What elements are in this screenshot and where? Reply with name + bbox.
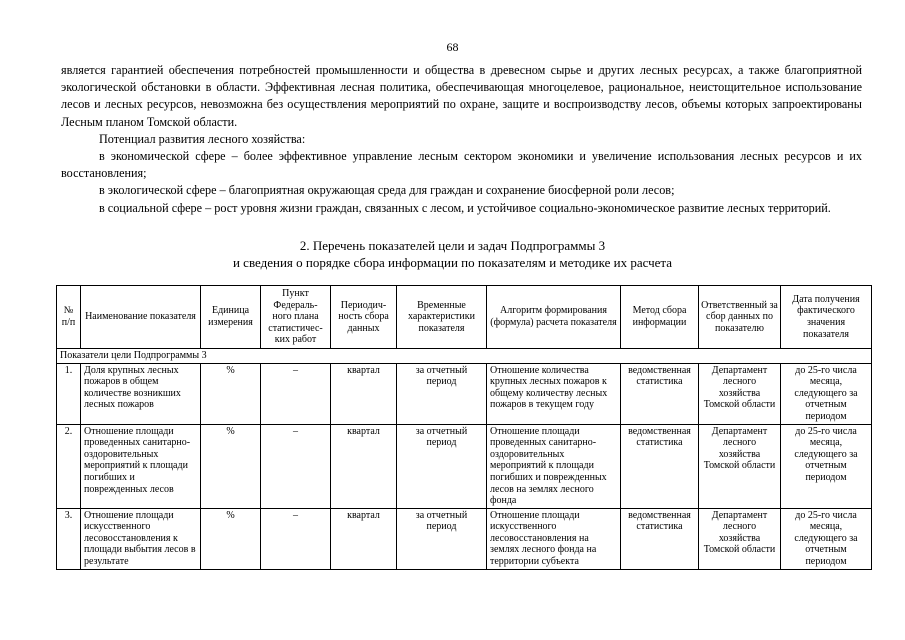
cell-unit: % <box>201 363 261 424</box>
cell-name: Доля крупных лесных пожаров в общем количестве возникших лесных пожаров <box>81 363 201 424</box>
cell-name: Отношение площади проведенных санитарно-оздоровительных мероприятий к площади погибших и поврежденных лесов <box>81 424 201 508</box>
header-algorithm: Алгоритм формирования (формула) расчета показателя <box>487 286 621 349</box>
header-method: Метод сбора информации <box>621 286 699 349</box>
header-num: № п/п <box>57 286 81 349</box>
cell-num: 3. <box>57 508 81 569</box>
section-title-line: и сведения о порядке сбора информации по показателям и методике их расчета <box>232 255 673 270</box>
table-row <box>57 363 872 424</box>
cell-algorithm: Отношение площади искусственного лесовосстановления на землях лесного фонда на территории субъекта <box>487 508 621 569</box>
table-header-row <box>57 286 872 349</box>
cell-responsible: Департамент лесного хозяйства Томской области <box>699 508 781 569</box>
header-unit: Единица измерения <box>201 286 261 349</box>
cell-unit: % <box>201 508 261 569</box>
cell-method: ведомственная статистика <box>621 363 699 424</box>
cell-plan-item: – <box>261 508 331 569</box>
header-plan-item: Пункт Федераль- ного плана статистичес- ких работ <box>261 286 331 349</box>
cell-method: ведомственная статистика <box>621 424 699 508</box>
cell-plan-item: – <box>261 363 331 424</box>
cell-method: ведомственная статистика <box>621 508 699 569</box>
cell-responsible: Департамент лесного хозяйства Томской области <box>699 424 781 508</box>
header-time-chars: Временные характеристики показателя <box>397 286 487 349</box>
paragraph: в экономической сфере – более эффективное управление лесным сектором экономики и увеличение использования лесных ресурсов и их восстановления; <box>61 149 862 181</box>
cell-date: до 25-го числа месяца, следующего за отчетным периодом <box>781 508 872 569</box>
cell-num: 2. <box>57 424 81 508</box>
cell-periodicity: квартал <box>331 424 397 508</box>
cell-periodicity: квартал <box>331 363 397 424</box>
cell-date: до 25-го числа месяца, следующего за отчетным периодом <box>781 424 872 508</box>
section-title <box>0 237 905 271</box>
header-name: Наименование показателя <box>81 286 201 349</box>
paragraph: Потенциал развития лесного хозяйства: <box>99 131 306 146</box>
cell-name: Отношение площади искусственного лесовосстановления к площади выбытия лесов в результате <box>81 508 201 569</box>
section-title-line: 2. Перечень показателей цели и задач Подпрограммы 3 <box>299 238 606 253</box>
cell-responsible: Департамент лесного хозяйства Томской области <box>699 363 781 424</box>
table-row <box>57 424 872 508</box>
cell-date: до 25-го числа месяца, следующего за отчетным периодом <box>781 363 872 424</box>
cell-algorithm: Отношение площади проведенных санитарно-оздоровительных мероприятий к площади погибших и поврежденных лесов на землях лесного фонда <box>487 424 621 508</box>
cell-algorithm: Отношение количества крупных лесных пожаров к общему количеству лесных пожаров в текущем году <box>487 363 621 424</box>
table-row <box>57 508 872 569</box>
paragraph: в экологической сфере – благоприятная окружающая среда для граждан и сохранение биосферной роли лесов; <box>99 183 675 198</box>
cell-periodicity: квартал <box>331 508 397 569</box>
group-label: Показатели цели Подпрограммы 3 <box>57 348 872 363</box>
header-date: Дата получения фактического значения показателя <box>781 286 872 349</box>
page-number: 68 <box>446 40 459 54</box>
paragraph: в социальной сфере – рост уровня жизни граждан, связанных с лесом, и устойчивое социально-экономическое развитие лесных территорий. <box>99 200 831 215</box>
cell-unit: % <box>201 424 261 508</box>
header-responsible: Ответственный за сбор данных по показателю <box>699 286 781 349</box>
cell-num: 1. <box>57 363 81 424</box>
group-row <box>57 348 872 363</box>
cell-time-chars: за отчетный период <box>397 363 487 424</box>
cell-plan-item: – <box>261 424 331 508</box>
header-periodicity: Периодич- ность сбора данных <box>331 286 397 349</box>
cell-time-chars: за отчетный период <box>397 508 487 569</box>
paragraph: является гарантией обеспечения потребностей промышленности и общества в древесном сырье и других лесных ресурсах, а также благоприятной экологической обстановки в области. Эффективная лесная политика, обеспечивающая многоцелевое, рациональное, неистощительное использование лесов и лесных ресурсов, невозможна без осуществления мероприятий по охране, защите и воспроизводству лесов, объемы которых запроектированы Лесным планом Томской области. <box>61 63 862 129</box>
indicators-table <box>56 285 872 570</box>
cell-time-chars: за отчетный период <box>397 424 487 508</box>
body-text <box>61 62 862 217</box>
